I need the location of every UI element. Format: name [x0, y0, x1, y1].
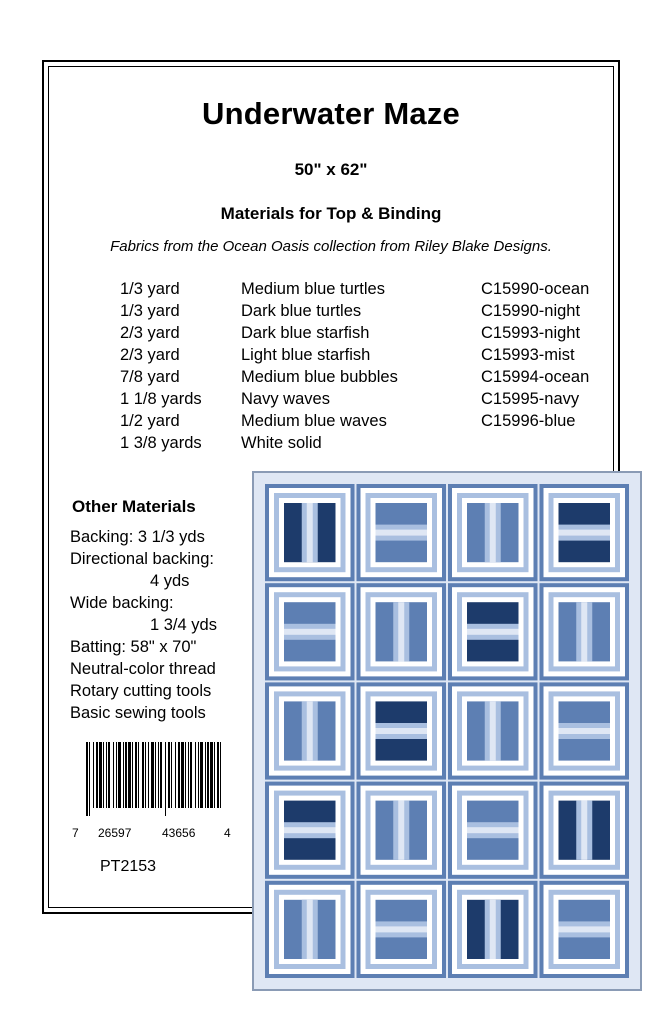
quilt-image — [252, 471, 642, 991]
quilt-patch — [376, 728, 428, 734]
quilt-patch — [490, 701, 496, 760]
materials-heading: Materials for Top & Binding — [220, 204, 442, 223]
pattern-code: PT2153 — [100, 858, 157, 875]
other-materials-heading: Other Materials — [72, 497, 196, 516]
quilt-patch — [398, 801, 404, 860]
fabric-quantity: 1/3 yard — [120, 280, 180, 298]
fabric-code: C15994-ocean — [481, 368, 590, 386]
quilt-patch — [559, 728, 611, 734]
fabric-description: Navy waves — [241, 390, 330, 408]
quilt-patch — [467, 827, 519, 833]
other-material-line: Batting: 58" x 70" — [70, 638, 197, 656]
quilt-patch — [284, 827, 336, 833]
quilt-patch — [376, 926, 428, 932]
barcode — [86, 742, 222, 816]
quilt-patch — [284, 629, 336, 635]
quilt-patch — [490, 900, 496, 959]
other-material-line: 1 3/4 yds — [150, 616, 217, 634]
fabric-description: Medium blue turtles — [241, 280, 385, 298]
quilt-patch — [581, 602, 587, 661]
collection-note: Fabrics from the Ocean Oasis collection from Riley Blake Designs. — [110, 238, 552, 255]
other-material-line: 4 yds — [150, 572, 190, 590]
barcode-digit-group: 7 — [72, 826, 79, 840]
fabric-quantity: 1/2 yard — [120, 412, 180, 430]
quilt-patch — [376, 530, 428, 536]
fabric-quantity: 1 3/8 yards — [120, 434, 202, 452]
fabric-description: Dark blue starfish — [241, 324, 370, 342]
fabric-code: C15990-night — [481, 302, 581, 320]
quilt-patch — [307, 900, 313, 959]
fabric-description: White solid — [241, 434, 322, 452]
quilt-patch — [559, 530, 611, 536]
barcode-digit-group: 43656 — [162, 826, 196, 840]
quilt-patch — [559, 926, 611, 932]
other-material-line: Rotary cutting tools — [70, 682, 212, 700]
barcode-digit-group: 4 — [224, 826, 231, 840]
quilt-patch — [307, 503, 313, 562]
fabric-description: Medium blue bubbles — [241, 368, 398, 386]
quilt-patch — [467, 629, 519, 635]
fabric-code: C15995-navy — [481, 390, 580, 408]
fabric-code: C15993-mist — [481, 346, 575, 364]
fabric-description: Medium blue waves — [241, 412, 387, 430]
fabric-code: C15996-blue — [481, 412, 576, 430]
fabric-code: C15993-night — [481, 324, 581, 342]
fabric-quantity: 2/3 yard — [120, 346, 180, 364]
fabric-quantity: 2/3 yard — [120, 324, 180, 342]
other-material-line: Basic sewing tools — [70, 704, 206, 722]
fabric-code: C15990-ocean — [481, 280, 590, 298]
fabric-description: Dark blue turtles — [241, 302, 362, 320]
other-material-line: Directional backing: — [70, 550, 214, 568]
barcode-digit-group: 26597 — [98, 826, 132, 840]
other-material-line: Wide backing: — [70, 594, 174, 612]
other-material-line: Backing: 3 1/3 yds — [70, 528, 205, 546]
other-material-line: Neutral-color thread — [70, 660, 216, 678]
pattern-title: Underwater Maze — [202, 96, 460, 131]
quilt-patch — [490, 503, 496, 562]
quilt-patch — [398, 602, 404, 661]
quilt-patch — [307, 701, 313, 760]
quilt-size: 50" x 62" — [294, 160, 368, 179]
fabric-description: Light blue starfish — [241, 346, 371, 364]
fabric-quantity: 1 1/8 yards — [120, 390, 202, 408]
quilt-patch — [581, 801, 587, 860]
fabric-quantity: 1/3 yard — [120, 302, 180, 320]
fabric-quantity: 7/8 yard — [120, 368, 180, 386]
